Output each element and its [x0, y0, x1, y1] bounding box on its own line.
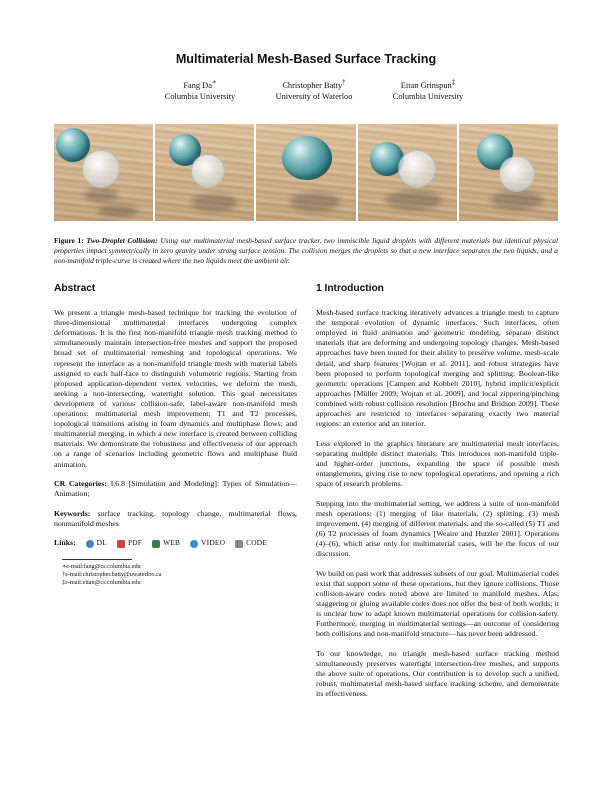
clear-droplet	[499, 156, 535, 192]
author-affiliation: University of Waterloo	[275, 91, 353, 101]
author-name: Fang Da	[183, 80, 212, 90]
footnote-divider	[62, 559, 132, 560]
figure-panel-1	[54, 124, 153, 221]
abstract-body: We present a triangle mesh-based technique for tracking the evolution of three-dimensional multimaterial interfaces undergoing complex deformations. It is the first non-manifold triangle mesh tracking method to simultaneously maintain intersection-free meshes and support the proposed broad set of multimaterial remeshing and topological operations. We represent the interface as a non-manifold triangle mesh with material labels assigned to each half-face to distinguish volumetric regions. Starting from proposed application-dependent vertex velocities, we deform the mesh, seeking a non-intersecting, watertight solution. This goal necessitates development of various collision-safe, label-aware non-manifold mesh operations: multimaterial mesh improvement; T1 and T2 processes, topological transitions arising in foam dynamics and multiphase flows; and multimaterial merging, in which a new interface is created between colliding materials. We demonstrate the robustness and effectiveness of our approach on a range of scenarios including geometric flows and multiphase fluid animation.	[54, 308, 297, 469]
link-dl-label: DL	[96, 538, 107, 548]
intro-paragraph-1: Mesh-based surface tracking iteratively advances a triangle mesh to capture the temporal evolution of dynamic interfaces. Such interfaces, often employed in fluid animation and geometric modeling, separate distinct materials that are deforming and undergoing topology changes. Mesh-based approaches have been touted for their ability to preserve volume, mesh-scale detail, and sharp features [Wojtan et al. 2011], and robust strategies have been proposed to perform topological merging and splitting: Boolean-like geometric operations [Campen and Kobbelt 2010], hybrid implicit/explicit approaches [Müller 2009; Wojtan et al. 2009], and local zippering/pinching combined with robust collision resolution [Brochu and Bridson 2009]. These approaches are restricted to interfaces separating exactly two material regions: an exterior and an interior.	[316, 308, 559, 429]
link-pdf-label: PDF	[127, 538, 143, 548]
author-mark: †	[342, 78, 346, 86]
footnote-2: †e-mail:christopher.batty@uwaterloo.ca	[62, 570, 162, 578]
intro-paragraph-4: We build on past work that addresses subsets of our goal. Multimaterial codes exist that support some of these operations, but they ignore collisions. Those collision-aware codes noted above are limited to manifold meshes. Alas, staggering or gluing available codes does not offer the best of both worlds; it is unclear how to adapt known multimaterial operations for collision-safety. Furthermore, merging in multimaterial settings—an outcome of considering both collisions and non-manifold structure—has never been addressed.	[316, 568, 559, 639]
author-3	[348, 77, 508, 102]
video-icon	[190, 540, 198, 548]
pdf-icon	[117, 540, 125, 548]
link-video[interactable]	[190, 538, 225, 548]
keywords-text: surface tracking, topology change, multimaterial flows, nonmanifold meshes	[54, 508, 297, 528]
footnote-3: ‡e-mail:eitan@cs.columbia.edu	[62, 579, 141, 587]
figure-caption	[54, 236, 558, 266]
keywords	[54, 509, 297, 529]
teaser-figure	[54, 124, 558, 221]
intro-paragraph-3: Stepping into the multimaterial setting, we address a suite of non-manifold mesh operations: (1) merging of like materials, (2) splitting, (3) mesh improvement, (4) merging of different materials, and the so-called (5) T1 and (6) T2 processes of foam dynamics [Weaire and Hutzler 2001]. Operations (4)–(6), which arise only for multimaterial cases, will be the focus of our discussion.	[316, 498, 559, 559]
figure-panel-5	[459, 124, 558, 221]
link-web-label: WEB	[163, 538, 181, 548]
figure-heading: Two-Droplet Collision:	[86, 236, 158, 245]
link-video-label: VIDEO	[201, 538, 226, 548]
abstract-heading: Abstract	[54, 283, 96, 294]
right-column	[316, 284, 559, 709]
clear-droplet	[82, 150, 120, 188]
link-dl[interactable]	[86, 538, 107, 548]
links-label: Links:	[54, 538, 76, 548]
link-web[interactable]	[152, 538, 180, 548]
author-mark: ‡	[451, 78, 456, 86]
author-mark: ∗	[211, 78, 217, 86]
cr-label: CR Categories:	[54, 479, 108, 489]
intro-paragraph-5: To our knowledge, no triangle mesh-based surface tracking method simultaneously preserves watertight intersection-free meshes, and supports the above suite of operations. Our contribution is to develop such a unified, robust, multimaterial mesh-based surface tracking scheme, and demonstrate its effectiveness.	[316, 648, 559, 699]
author-affiliation: Columbia University	[392, 91, 464, 101]
intro-heading: 1 Introduction	[316, 283, 384, 294]
intro-paragraph-2: Less explored in the graphics literature are multimaterial mesh interfaces, separating multiple distinct materials. This introduces non-manifold triple- and higher-order junctions, expanding the space of possible mesh entanglements, giving rise to new topological operations, and opening a rich space of research problems.	[316, 438, 559, 489]
link-code[interactable]	[235, 538, 267, 548]
figure-panel-2	[155, 124, 254, 221]
footnote-1: ∗e-mail:fang@cs.columbia.edu	[62, 562, 141, 570]
cr-text: I.6.8 [Simulation and Modeling]: Types of Simulation—Animation;	[54, 479, 298, 499]
figure-caption-text: Using our multimaterial mesh-based surface tracker, two immiscible liquid droplets with different materials but identical physical properties impact symmetrically in zero gravity under strong surface tension. The collision merges the droplets so that a new interface separates the two liquids, and a non-manifold triple-curve is created where the two liquids meet the ambient air.	[54, 236, 558, 265]
keywords-label: Keywords:	[54, 508, 91, 518]
web-icon	[152, 540, 160, 548]
clear-droplet	[398, 150, 436, 188]
figure-panel-4	[358, 124, 457, 221]
link-pdf[interactable]	[117, 538, 142, 548]
paper-title: Multimaterial Mesh-Based Surface Tracking	[175, 52, 437, 66]
code-icon	[235, 540, 243, 548]
author-name: Eitan Grinspun	[400, 80, 452, 90]
clear-droplet	[191, 154, 225, 188]
link-code-label: CODE	[246, 538, 268, 548]
author-affiliation: Columbia University	[164, 91, 236, 101]
links-bar	[54, 538, 297, 548]
author-name: Christopher Batty	[282, 80, 343, 90]
dl-icon	[86, 540, 94, 548]
figure-panel-3	[256, 124, 355, 221]
cr-categories	[54, 479, 297, 499]
left-column	[54, 284, 297, 588]
figure-label: Figure 1:	[54, 236, 84, 245]
